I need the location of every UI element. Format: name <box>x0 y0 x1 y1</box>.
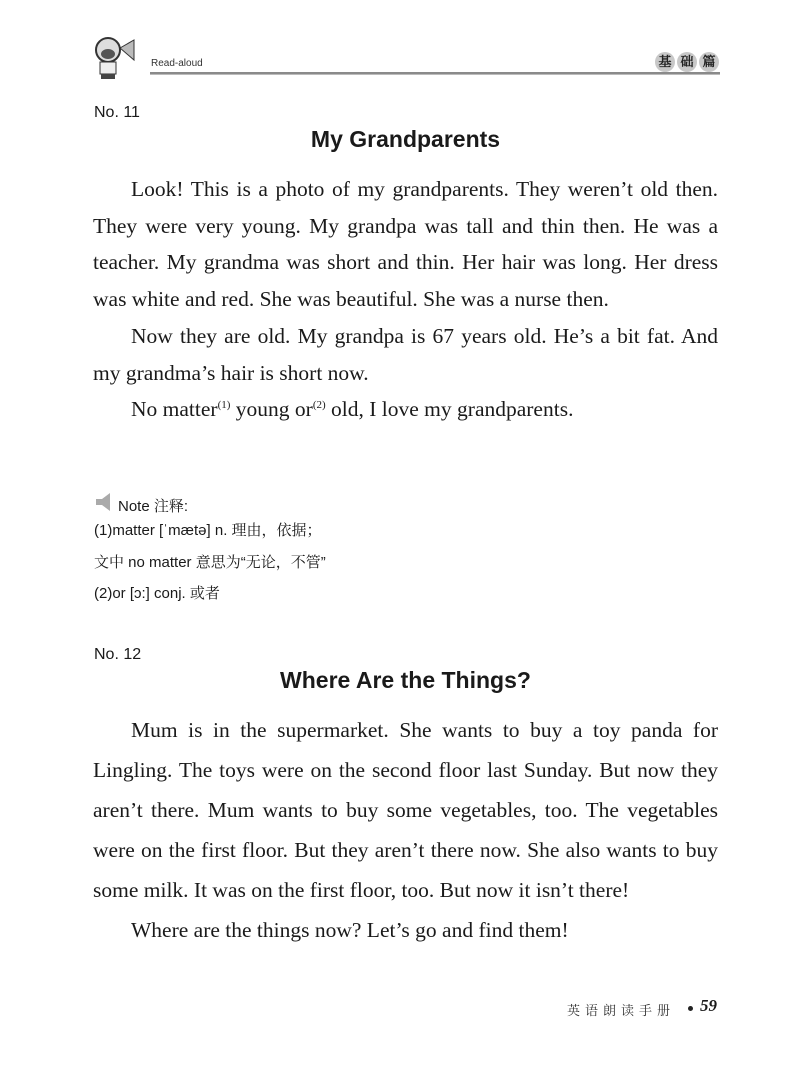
footer-book-title: 英语朗读手册 <box>567 1003 676 1018</box>
section-title: Where Are the Things? <box>280 667 531 693</box>
note-title: Note 注释: <box>118 498 189 515</box>
header-badge: 基 <box>655 52 675 72</box>
section-number: No. 11 <box>94 104 140 121</box>
header-badge: 篇 <box>699 52 719 72</box>
passage-body <box>93 710 718 950</box>
section-number: No. 12 <box>94 646 142 663</box>
paragraph: Mum is in the supermarket. She wants to buy a toy panda for Lingling. The toys were on the second floor last Sunday. But now they aren’t there. Mum wants to buy some vegetables, too. The vegetables were on the first floor. But they aren’t there now. She also wants to buy some milk. It was on the first floor, too. But now it isn’t there! <box>93 718 718 902</box>
header-badge: 础 <box>677 52 697 72</box>
paragraph: Look! This is a photo of my grandparents. They weren’t old then. They were very young. My grandpa was tall and thin then. He was a teacher. My grandma was short and thin. Her hair was long. Her dress was white and red. She was beautiful. She was a nurse then. <box>93 177 718 312</box>
paragraph: Where are the things now? Let’s go and find them! <box>131 918 569 942</box>
speaker-icon <box>94 492 116 512</box>
note-line: (1)matter [ˈmætə] n. 理由，依据； <box>94 522 322 539</box>
footer-dot <box>688 1006 693 1011</box>
section-title: My Grandparents <box>310 126 501 152</box>
note-line: (2)or [ɔ:] conj. 或者 <box>94 585 220 602</box>
paragraph: No matter$^{(1)}$ young $or^{(2)}$ old, I love my grandparents. <box>131 397 574 422</box>
header-divider <box>150 72 720 75</box>
paragraph: Now they are old. My grandpa is 67 years old. He’s a bit fat. And my grandma’s hair is short now. <box>93 323 718 385</box>
note-line: 文中 no matter 意思为“无论，不管” <box>94 554 326 571</box>
header-label: Read-aloud <box>151 58 203 69</box>
page-number: 59 <box>700 996 717 1015</box>
mascot-icon <box>92 34 142 80</box>
passage-body <box>93 171 718 428</box>
